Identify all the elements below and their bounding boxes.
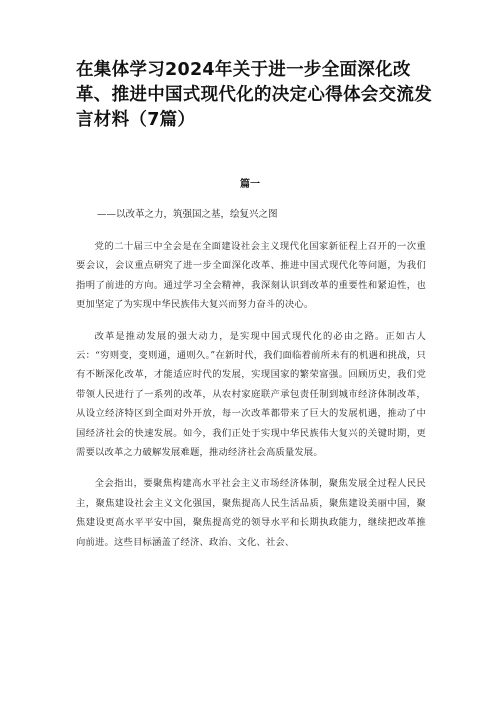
section-subtitle: ——以改革之力，筑强国之基，绘复兴之图 [97, 209, 278, 220]
body-paragraph: 全会指出，要聚焦构建高水平社会主义市场经济体制，聚焦发展全过程人民民主，聚焦建设社会主义文化强国，聚焦提高人民生活品质，聚焦建设美丽中国，聚焦建设更高水平平安中国，聚焦提高党的领导水平和长期执政能力，继续把改革推向前进。这些目标涵盖了经济、政治、文化、社会、 [76, 478, 426, 548]
body-paragraph: 党的二十届三中全会是在全面建设社会主义现代化国家新征程上召开的一次重要会议，会议重点研究了进一步全面深化改革、推进中国式现代化等问题，为我们指明了前进的方向。通过学习全会精神，我深刻认识到改革的重要性和紧迫性，也更加坚定了为实现中华民族伟大复兴而努力奋斗的决心。 [76, 241, 426, 311]
section-heading: 篇一 [240, 179, 260, 190]
document-body [76, 237, 426, 564]
document-title: 在集体学习2024年关于进一步全面深化改革、推进中国式现代化的决定心得体会交流发言材料（7篇） [76, 60, 432, 130]
body-paragraph: 改革是推动发展的强大动力，是实现中国式现代化的必由之路。正如古人云：“穷则变，变则通，通则久。”在新时代，我们面临着前所未有的机遇和挑战，只有不断深化改革，才能适应时代的发展，实现国家的繁荣富强。回顾历史，我们党带领人民进行了一系列的改革，从农村家庭联产承包责任制到城市经济体制改革，从设立经济特区到全面对外开放，每一次改革都带来了巨大的发展机遇，推动了中国经济社会的快速发展。如今，我们正处于实现中华民族伟大复兴的关键时期，更需要以改革之力破解发展难题，推动经济社会高质量发展。 [76, 330, 426, 459]
